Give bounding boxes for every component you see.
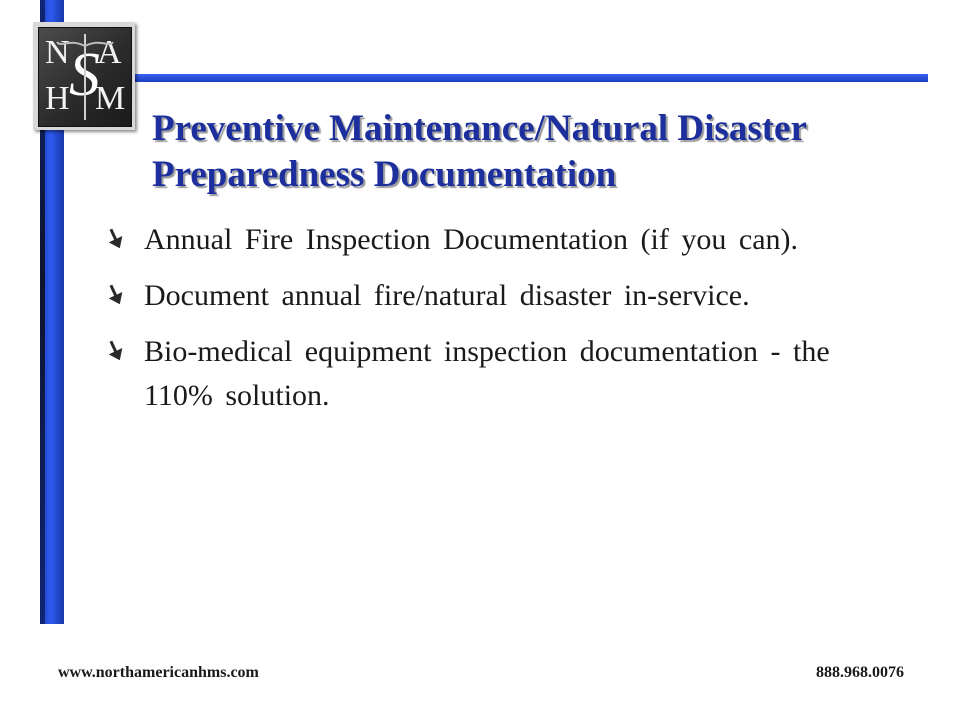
caduceus-icon xyxy=(39,28,131,126)
bullet-item xyxy=(108,330,898,418)
down-right-arrow-icon xyxy=(108,228,124,250)
footer-phone: 888.968.0076 xyxy=(816,664,904,681)
logo-letter-a: A xyxy=(97,34,122,71)
down-right-arrow-icon xyxy=(108,284,124,306)
top-accent-bar xyxy=(40,74,928,82)
slide-title-line-2: Preparedness Documentation xyxy=(152,154,617,195)
logo-letter-h: H xyxy=(45,80,70,117)
bullet-text: Bio-medical equipment inspection documentation - the 110% solution. xyxy=(144,335,830,412)
bullet-item xyxy=(108,218,898,262)
bullet-text: Annual Fire Inspection Documentation (if you can). xyxy=(144,223,798,256)
logo-letter-m: M xyxy=(95,80,126,117)
footer-website: www.northamericanhms.com xyxy=(58,664,259,681)
logo-caduceus-s: S xyxy=(69,41,100,109)
slide-title-line-1: Preventive Maintenance/Natural Disaster xyxy=(152,108,807,149)
bullet-item xyxy=(108,274,898,318)
bullet-text: Document annual fire/natural disaster in-service. xyxy=(144,279,750,312)
down-right-arrow-icon xyxy=(108,340,124,362)
slide-title xyxy=(152,106,912,198)
nahm-logo xyxy=(33,22,135,130)
logo-letter-n: N xyxy=(45,34,70,71)
bullet-list xyxy=(108,218,898,430)
